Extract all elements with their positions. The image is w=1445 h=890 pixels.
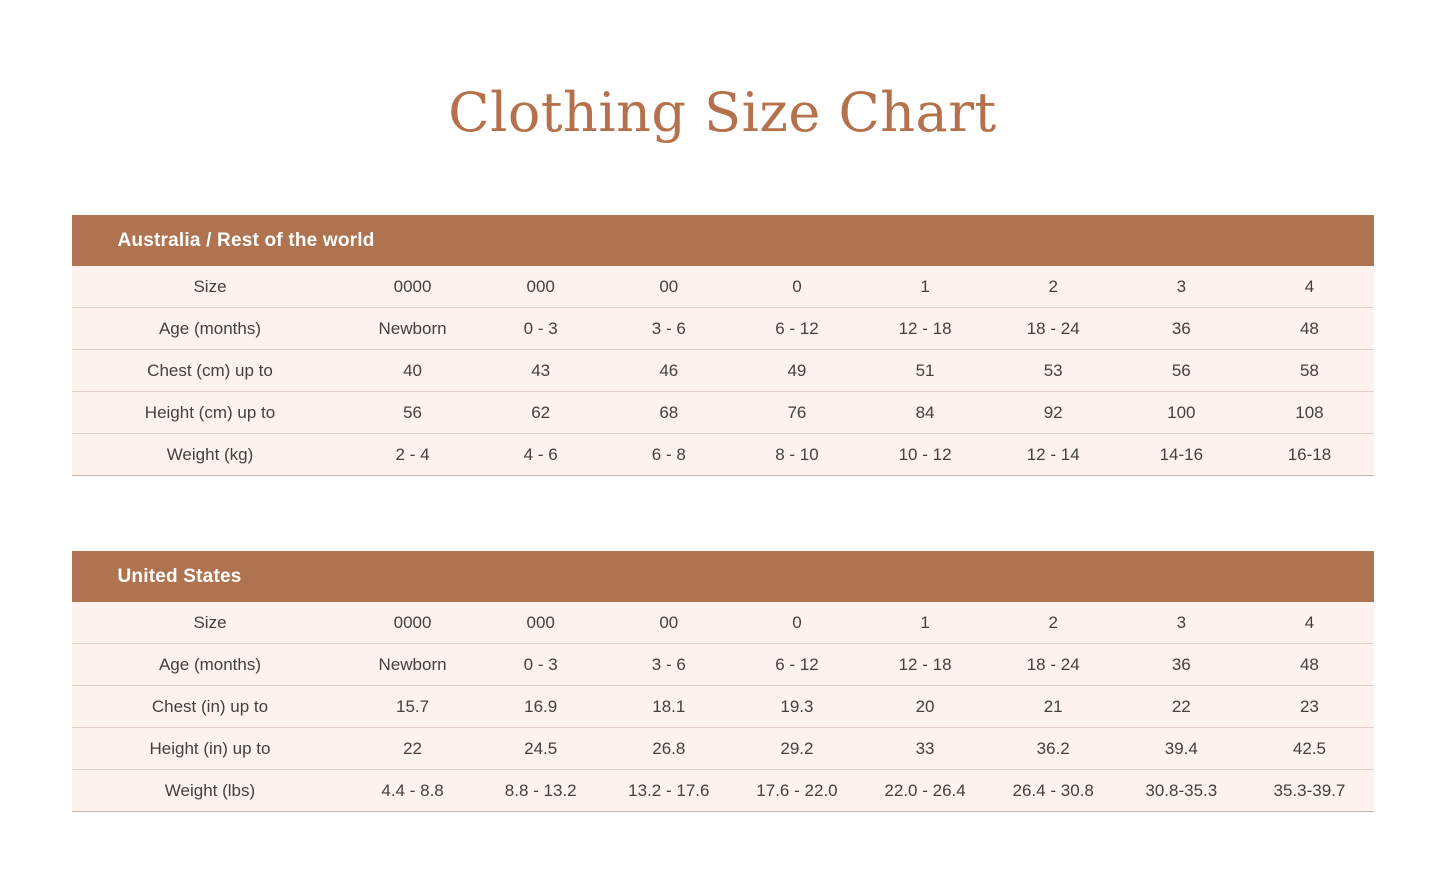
table-cell: 26.8 — [605, 728, 733, 770]
table-cell: 6 - 12 — [733, 644, 861, 686]
table-row — [72, 770, 1374, 812]
table-cell: 26.4 - 30.8 — [989, 770, 1117, 812]
table-cell: 000 — [477, 602, 605, 644]
table-cell: Newborn — [349, 308, 477, 350]
table-cell: 43 — [477, 350, 605, 392]
table-cell: 2 - 4 — [349, 434, 477, 476]
table-united-states — [72, 602, 1374, 812]
table-cell: 4.4 - 8.8 — [349, 770, 477, 812]
table-cell: 48 — [1245, 644, 1373, 686]
table-cell: 2 — [989, 602, 1117, 644]
table-cell: 13.2 - 17.6 — [605, 770, 733, 812]
table-cell: 19.3 — [733, 686, 861, 728]
table-cell: 56 — [349, 392, 477, 434]
table-row — [72, 686, 1374, 728]
row-label: Age (months) — [72, 644, 349, 686]
table-cell: 0 - 3 — [477, 644, 605, 686]
table-cell: 39.4 — [1117, 728, 1245, 770]
table-cell: 35.3-39.7 — [1245, 770, 1373, 812]
table-row — [72, 392, 1374, 434]
table-row — [72, 350, 1374, 392]
table-cell: 1 — [861, 602, 989, 644]
table-cell: 42.5 — [1245, 728, 1373, 770]
table-heading-australia: Australia / Rest of the world — [72, 215, 1374, 266]
table-cell: 36 — [1117, 644, 1245, 686]
table-cell: 22 — [349, 728, 477, 770]
table-cell: 40 — [349, 350, 477, 392]
table-row — [72, 266, 1374, 308]
row-label: Size — [72, 266, 349, 308]
table-cell: 29.2 — [733, 728, 861, 770]
table-cell: 30.8-35.3 — [1117, 770, 1245, 812]
table-cell: 46 — [605, 350, 733, 392]
table-cell: Newborn — [349, 644, 477, 686]
table-heading-united-states: United States — [72, 551, 1374, 602]
table-cell: 48 — [1245, 308, 1373, 350]
table-cell: 22.0 - 26.4 — [861, 770, 989, 812]
table-cell: 3 — [1117, 602, 1245, 644]
table-cell: 23 — [1245, 686, 1373, 728]
table-cell: 20 — [861, 686, 989, 728]
table-cell: 3 - 6 — [605, 644, 733, 686]
row-label: Chest (cm) up to — [72, 350, 349, 392]
table-cell: 4 — [1245, 266, 1373, 308]
table-cell: 0 — [733, 266, 861, 308]
table-row — [72, 308, 1374, 350]
table-cell: 58 — [1245, 350, 1373, 392]
table-cell: 8.8 - 13.2 — [477, 770, 605, 812]
table-cell: 92 — [989, 392, 1117, 434]
table-cell: 84 — [861, 392, 989, 434]
table-cell: 17.6 - 22.0 — [733, 770, 861, 812]
table-cell: 12 - 14 — [989, 434, 1117, 476]
table-row — [72, 602, 1374, 644]
row-label: Height (cm) up to — [72, 392, 349, 434]
table-cell: 21 — [989, 686, 1117, 728]
table-row — [72, 434, 1374, 476]
table-cell: 10 - 12 — [861, 434, 989, 476]
table-cell: 4 — [1245, 602, 1373, 644]
table-cell: 62 — [477, 392, 605, 434]
row-label: Height (in) up to — [72, 728, 349, 770]
page-title: Clothing Size Chart — [448, 81, 997, 144]
table-cell: 24.5 — [477, 728, 605, 770]
table-cell: 0 - 3 — [477, 308, 605, 350]
table-cell: 6 - 12 — [733, 308, 861, 350]
row-label: Weight (kg) — [72, 434, 349, 476]
table-row — [72, 644, 1374, 686]
table-cell: 0000 — [349, 602, 477, 644]
table-cell: 16-18 — [1245, 434, 1373, 476]
row-label: Chest (in) up to — [72, 686, 349, 728]
row-label: Size — [72, 602, 349, 644]
table-cell: 18.1 — [605, 686, 733, 728]
size-table-united-states — [72, 551, 1374, 812]
table-cell: 000 — [477, 266, 605, 308]
table-cell: 51 — [861, 350, 989, 392]
table-cell: 12 - 18 — [861, 644, 989, 686]
table-cell: 00 — [605, 266, 733, 308]
table-cell: 100 — [1117, 392, 1245, 434]
table-cell: 6 - 8 — [605, 434, 733, 476]
table-cell: 4 - 6 — [477, 434, 605, 476]
table-cell: 18 - 24 — [989, 308, 1117, 350]
table-cell: 0000 — [349, 266, 477, 308]
table-cell: 16.9 — [477, 686, 605, 728]
table-cell: 1 — [861, 266, 989, 308]
table-cell: 76 — [733, 392, 861, 434]
table-cell: 49 — [733, 350, 861, 392]
table-cell: 14-16 — [1117, 434, 1245, 476]
table-cell: 15.7 — [349, 686, 477, 728]
table-cell: 2 — [989, 266, 1117, 308]
table-cell: 53 — [989, 350, 1117, 392]
table-australia — [72, 266, 1374, 476]
table-cell: 12 - 18 — [861, 308, 989, 350]
table-cell: 8 - 10 — [733, 434, 861, 476]
table-cell: 3 - 6 — [605, 308, 733, 350]
table-cell: 33 — [861, 728, 989, 770]
table-cell: 68 — [605, 392, 733, 434]
table-cell: 00 — [605, 602, 733, 644]
row-label: Weight (lbs) — [72, 770, 349, 812]
table-row — [72, 728, 1374, 770]
row-label: Age (months) — [72, 308, 349, 350]
table-cell: 0 — [733, 602, 861, 644]
table-cell: 3 — [1117, 266, 1245, 308]
size-table-australia — [72, 215, 1374, 476]
table-cell: 108 — [1245, 392, 1373, 434]
table-cell: 36 — [1117, 308, 1245, 350]
table-cell: 56 — [1117, 350, 1245, 392]
table-cell: 22 — [1117, 686, 1245, 728]
table-cell: 18 - 24 — [989, 644, 1117, 686]
table-cell: 36.2 — [989, 728, 1117, 770]
